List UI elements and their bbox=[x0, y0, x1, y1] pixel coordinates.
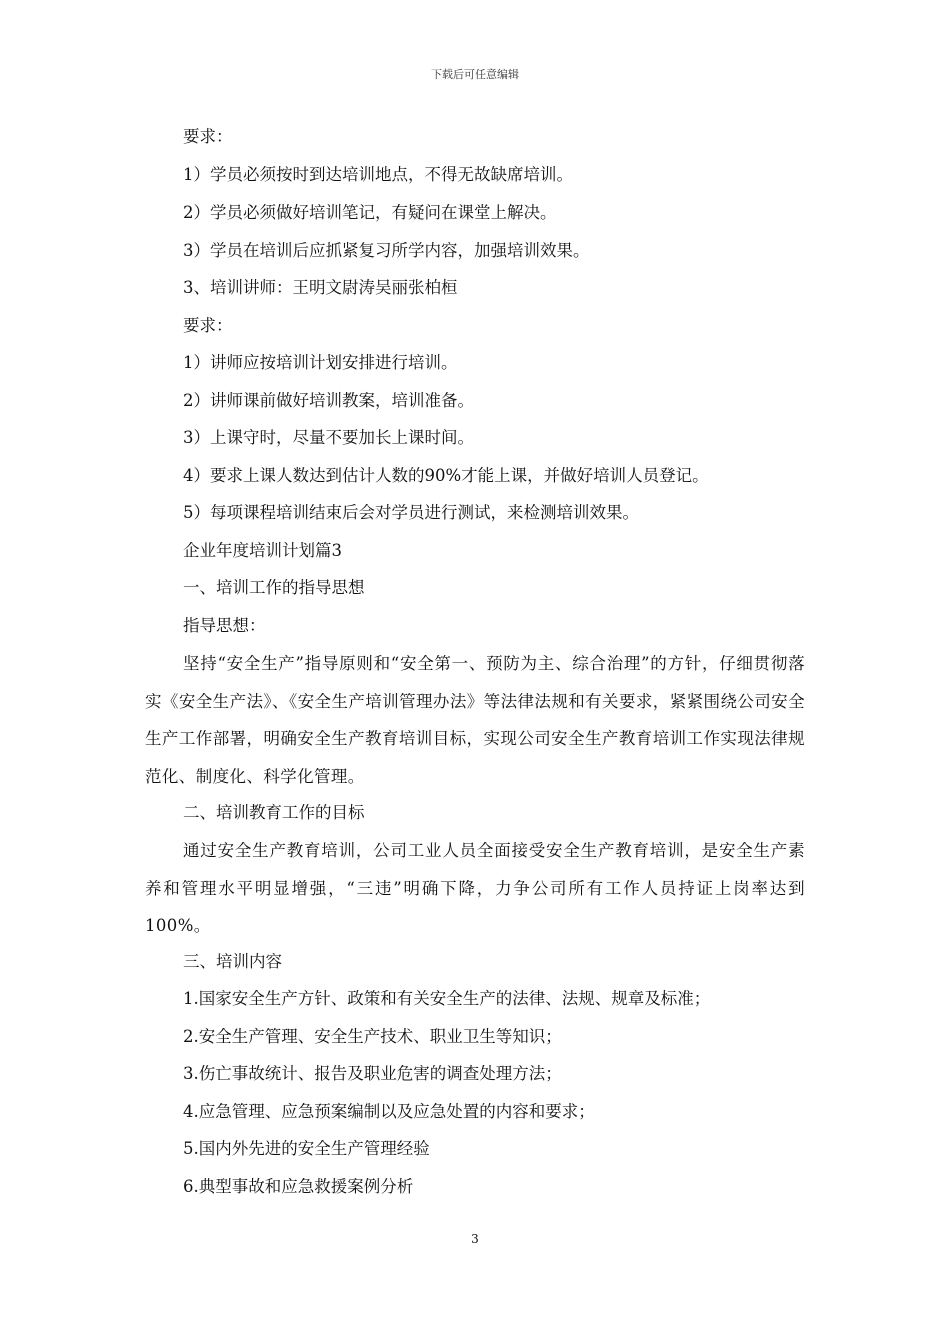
student-requirement-3: 3）学员在培训后应抓紧复习所学内容，加强培训效果。 bbox=[183, 241, 590, 260]
page-header: 下载后可任意编辑 bbox=[431, 68, 519, 81]
student-requirement-1: 1）学员必须按时到达培训地点，不得无故缺席培训。 bbox=[183, 165, 573, 184]
content-item-1: 1.国家安全生产方针、政策和有关安全生产的法律、法规、规章及标准； bbox=[183, 989, 711, 1008]
trainer-requirement-4: 4）要求上课人数达到估计人数的90%才能上课，并做好培训人员登记。 bbox=[183, 466, 709, 485]
student-requirement-2: 2）学员必须做好培训笔记，有疑问在课堂上解决。 bbox=[183, 203, 557, 222]
section-title: 企业年度培训计划篇3 bbox=[183, 541, 342, 560]
page-number: 3 bbox=[471, 1232, 479, 1246]
requirements-label-2: 要求： bbox=[183, 316, 233, 335]
content-item-3: 3.伤亡事故统计、报告及职业危害的调查处理方法； bbox=[183, 1064, 562, 1083]
requirements-label: 要求： bbox=[183, 127, 233, 146]
content-item-4: 4.应急管理、应急预案编制以及应急处置的内容和要求； bbox=[183, 1102, 595, 1121]
heading-training-goals: 二、培训教育工作的目标 bbox=[183, 803, 365, 822]
guiding-ideology-label: 指导思想： bbox=[183, 616, 266, 635]
trainer-requirement-5: 5）每项课程培训结束后会对学员进行测试，来检测培训效果。 bbox=[183, 503, 639, 522]
heading-guiding-ideology: 一、培训工作的指导思想 bbox=[183, 578, 365, 597]
training-goals-paragraph: 通过安全生产教育培训，公司工业人员全面接受安全生产教育培训，是安全生产素养和管理水平明显增强，“三违”明确下降，力争公司所有工作人员持证上岗率达到100%。 bbox=[145, 841, 805, 935]
content-item-2: 2.安全生产管理、安全生产技术、职业卫生等知识； bbox=[183, 1027, 562, 1046]
content-item-6: 6.典型事故和应急救援案例分析 bbox=[183, 1177, 414, 1196]
trainer-requirement-1: 1）讲师应按培训计划安排进行培训。 bbox=[183, 353, 458, 372]
trainer-requirement-2: 2）讲师课前做好培训教案，培训准备。 bbox=[183, 391, 474, 410]
heading-training-content: 三、培训内容 bbox=[183, 952, 282, 971]
trainers-heading: 3、培训讲师：王明文尉涛吴丽张柏桓 bbox=[183, 278, 458, 297]
trainer-requirement-3: 3）上课守时，尽量不要加长上课时间。 bbox=[183, 428, 474, 447]
guiding-ideology-paragraph: 坚持“安全生产”指导原则和“安全第一、预防为主、综合治理”的方针，仔细贯彻落实《安全生产法》、《安全生产培训管理办法》等法律法规和有关要求，紧紧围绕公司安全生产工作部署，明确安全生产教育培训目标，实现公司安全生产教育培训工作实现法律规范化、制度化、科学化管理。 bbox=[145, 654, 805, 786]
content-item-5: 5.国内外先进的安全生产管理经验 bbox=[183, 1139, 430, 1158]
